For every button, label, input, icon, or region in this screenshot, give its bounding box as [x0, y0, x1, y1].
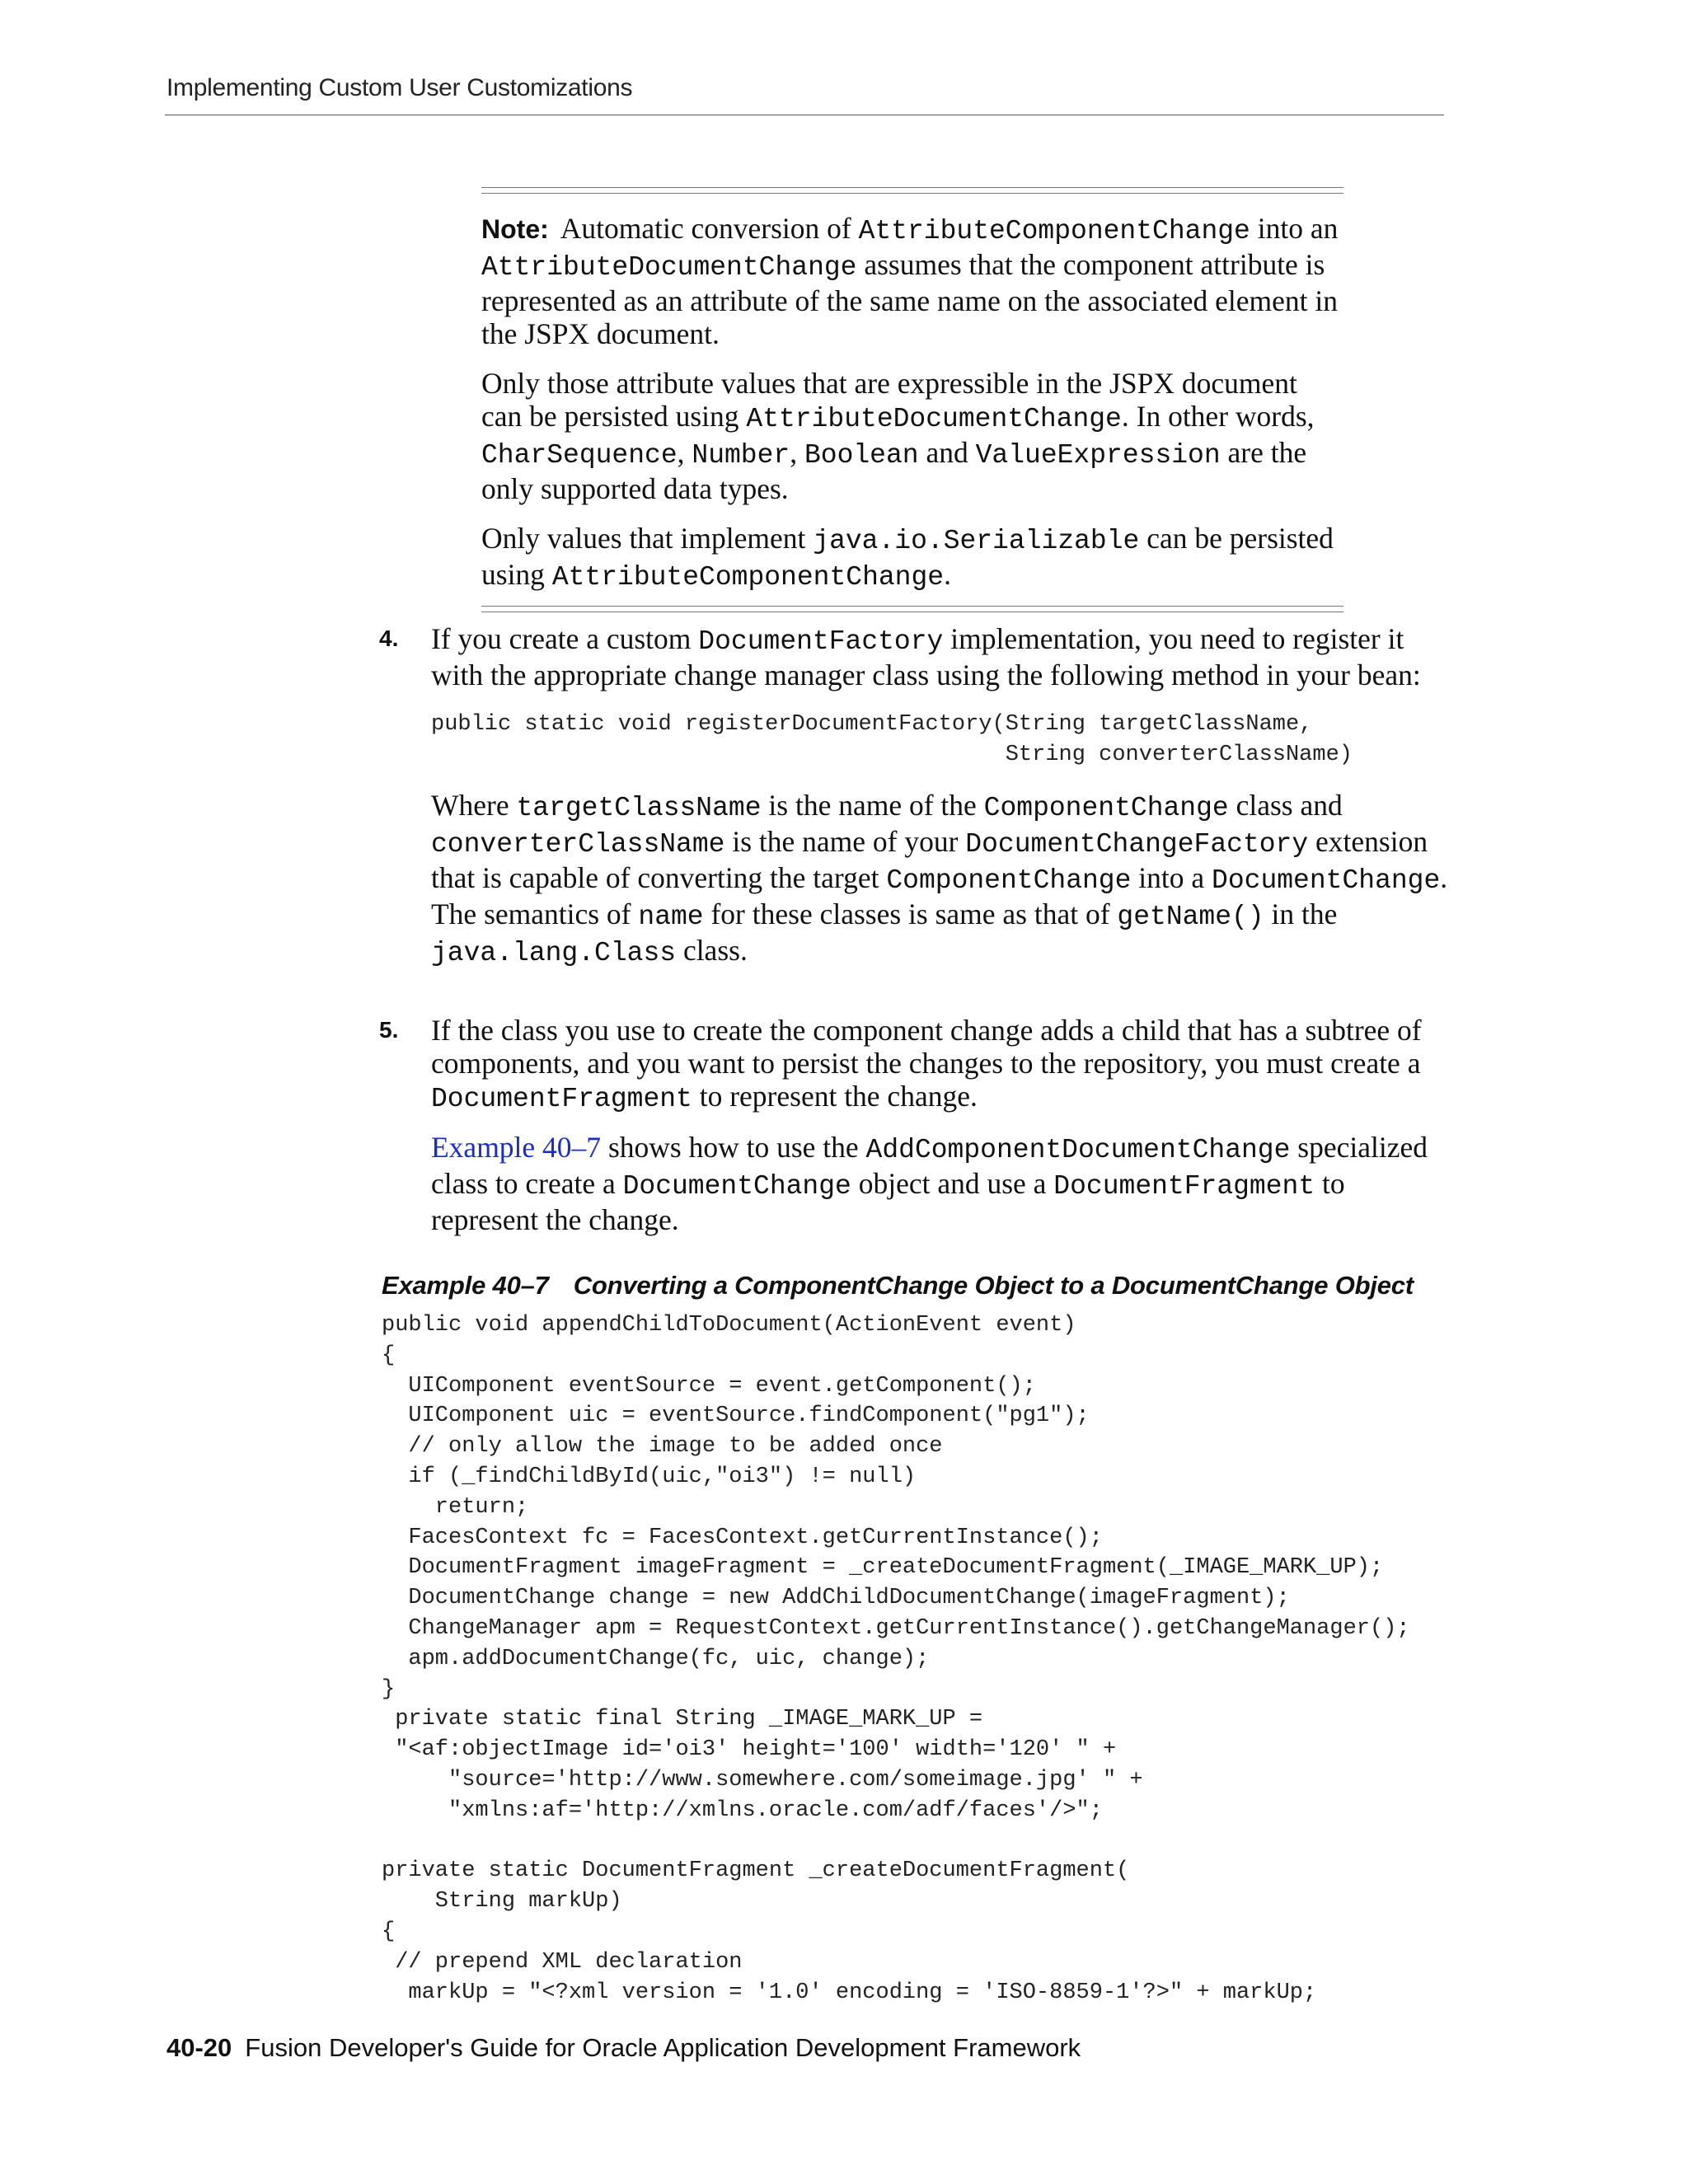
example-caption: Converting a ComponentChange Object to a DocumentChange Object [573, 1271, 1414, 1300]
method-signature-code: public static void registerDocumentFactory(String targetClassName, String converterClassName) [431, 712, 1353, 767]
note-paragraph-2: Only those attribute values that are expressible in the JSPX document can be persisted using AttributeDocumentChange. In other words, CharSequence, Number, Boolean and ValueExpression are the only supported data types. [481, 367, 1315, 505]
inline-code: AttributeComponentChange [551, 562, 945, 593]
inline-code: java.io.Serializable [813, 526, 1140, 556]
inline-code: name [638, 901, 704, 932]
example-number: Example 40–7 [382, 1271, 549, 1300]
inline-code: DocumentChange [622, 1171, 851, 1202]
inline-code: DocumentFactory [698, 626, 944, 657]
inline-code: Number [692, 440, 790, 471]
note-box [481, 187, 1343, 612]
inline-code: Boolean [804, 440, 919, 471]
inline-code: DocumentFragment [1053, 1171, 1315, 1202]
inline-code: ComponentChange [886, 865, 1132, 896]
inline-code: java.lang.Class [431, 937, 677, 968]
page-number: 40-20 [166, 2033, 232, 2062]
book-title: Fusion Developer's Guide for Oracle Application Development Framework [245, 2033, 1081, 2062]
inline-code: AttributeDocumentChange [746, 404, 1122, 434]
example-title [382, 1271, 1414, 1301]
example-cross-reference-link[interactable]: Example 40–7 [431, 1131, 602, 1164]
inline-code: AttributeDocumentChange [481, 252, 857, 283]
inline-code: AddComponentDocumentChange [865, 1135, 1291, 1165]
running-header: Implementing Custom User Customizations [166, 74, 633, 101]
inline-code: getName() [1117, 901, 1264, 932]
step-4 [379, 622, 1451, 970]
note-paragraph-1: Note: Automatic conversion of AttributeComponentChange into an AttributeDocumentChange assumes that the component attribute is represented as an attribute of the same name on the associated element in the JSPX document. [481, 212, 1339, 350]
example-code-listing: public void appendChildToDocument(ActionEvent event) { UIComponent eventSource = event.getComponent(); UIComponent uic = eventSource.findComponent("pg1"); // only allow the image to be added once if (_findChildById(uic,"oi3") != null) return; FacesContext fc = FacesContext.getCurrentInstance(); DocumentFragment imageFragment = _createDocumentFragment(_IMAGE_MARK_UP); DocumentChange change = new AddChildDocumentChange(imageFragment); ChangeManager apm = RequestContext.getCurrentInstance().getChangeManager(); apm.addDocumentChange(fc, uic, change); } private static final String _IMAGE_MARK_UP = "<af:objectImage id='oi3' height='100' width='120' " + "source='http://www.somewhere.com/someimage.jpg' " + "xmlns:af='http://xmlns.oracle.com/adf/faces'/>"; private static DocumentFragment _createDocumentFragment( String markUp) { // prepend XML declaration markUp = "<?xml version = '1.0' encoding = 'ISO-8859-1'?>" + markUp; [382, 1313, 1410, 2005]
inline-code: AttributeComponentChange [858, 216, 1250, 246]
inline-code: DocumentFragment [431, 1084, 692, 1114]
note-label: Note: [481, 214, 549, 244]
note-paragraph-3: Only values that implement java.io.Serializable can be persisted using AttributeComponentChange. [481, 522, 1334, 593]
inline-code: targetClassName [516, 792, 762, 823]
page-footer [166, 2033, 1081, 2063]
inline-code: ValueExpression [975, 440, 1221, 471]
step-4-paragraph-2: Where targetClassName is the name of the ComponentChange class and converterClassName is the name of your DocumentChangeFactory extension that is capable of converting the target ComponentChange into a DocumentChange. The semantics of name for these classes is same as that of getName() in the java.lang.Class class. [431, 788, 1448, 968]
note-bottom-rule [481, 606, 1343, 612]
inline-code: DocumentChange [1212, 865, 1441, 896]
inline-code: CharSequence [481, 440, 678, 471]
inline-code: ComponentChange [983, 792, 1229, 823]
step-5-paragraph-1: If the class you use to create the component change adds a child that has a subtree of components, and you want to persist the changes to the repository, you must create a DocumentFragment to represent the change. [431, 1014, 1422, 1114]
note-top-rule [481, 187, 1343, 194]
inline-code: converterClassName [431, 828, 725, 860]
step-4-paragraph-1: If you create a custom DocumentFactory implementation, you need to register it with the appropriate change manager class using the following method in your bean: [431, 622, 1421, 691]
step-5 [379, 1014, 1451, 1236]
step-number: 5. [379, 1017, 399, 1043]
step-5-paragraph-2: Example 40–7 shows how to use the AddComponentDocumentChange specialized class to create a DocumentChange object and use a DocumentFragment to represent the change. [431, 1131, 1428, 1236]
step-number: 4. [379, 626, 399, 651]
inline-code: DocumentChangeFactory [965, 828, 1309, 860]
